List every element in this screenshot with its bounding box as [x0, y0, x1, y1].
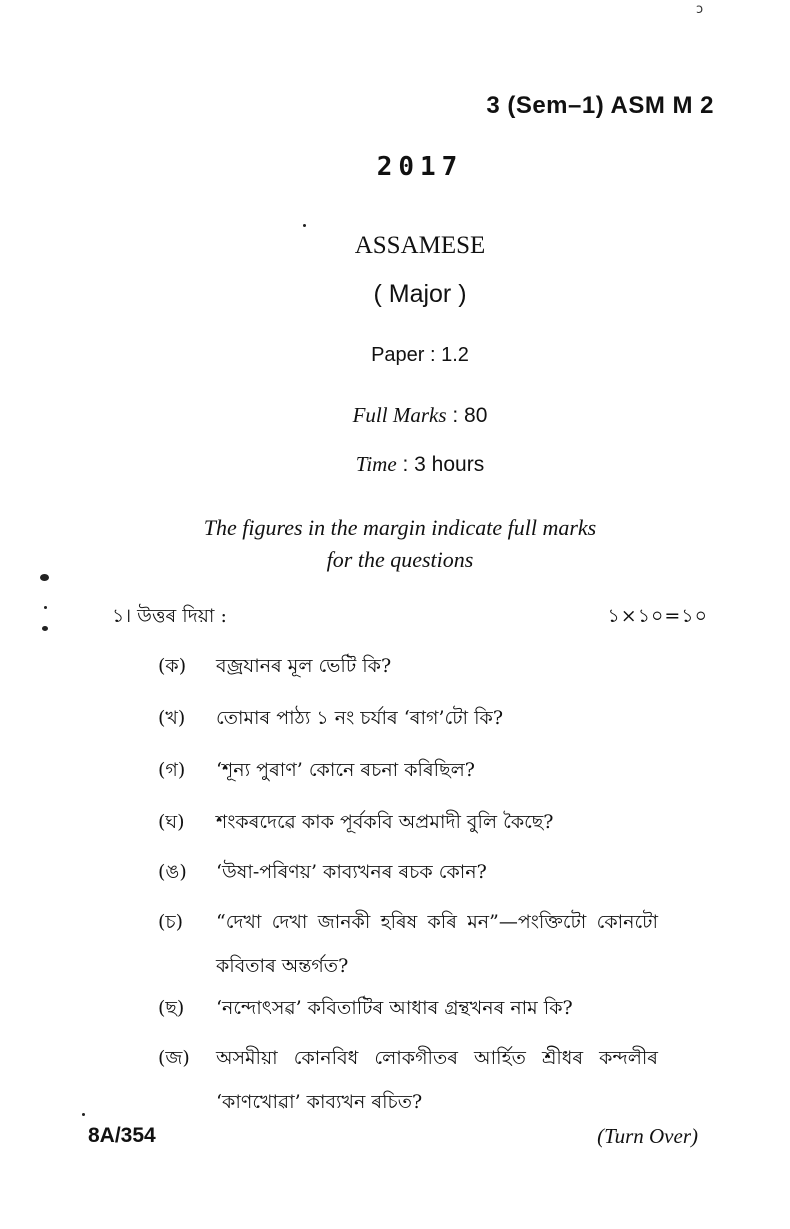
turn-over-note: (Turn Over): [597, 1124, 698, 1148]
item-label: (চ): [158, 911, 184, 933]
scan-speck: [82, 1113, 85, 1116]
item-text: অসমীয়া কোনবিধ লোকগীতৰ আৰ্হিত শ্ৰীধৰ কন্দলীৰ ‘কাণখোৱা’ কাব্যখন ৰচিত?: [216, 1047, 658, 1113]
item-label: (ঙ): [158, 861, 187, 883]
marks-note-line1: The figures in the margin indicate full marks: [203, 515, 597, 540]
time-allowed: [0, 452, 790, 477]
full-marks-value: : 80: [452, 404, 488, 427]
full-marks-label: Full Marks: [352, 403, 447, 427]
course-type: ( Major ): [373, 280, 467, 308]
item-label: (খ): [158, 707, 186, 729]
item-text: ‘শূন্য পুৰাণ’ কোনে ৰচনা কৰিছিল?: [216, 759, 475, 781]
paper-number: Paper : 1.2: [371, 344, 469, 366]
item-label: (ঘ): [158, 811, 185, 833]
exam-year: 2017: [376, 152, 464, 182]
item-label: (ছ): [158, 997, 185, 1019]
question-item: [158, 800, 668, 844]
item-text: ‘উষা-পৰিণয়’ কাব্যখনৰ ৰচক কোন?: [216, 861, 487, 883]
question-item: [158, 850, 668, 894]
item-text: শংকৰদেৱে কাক পূৰ্বকবি অপ্ৰমাদী বুলি কৈছে?: [216, 811, 554, 833]
item-text: ‘নন্দোৎসৱ’ কবিতাটিৰ আধাৰ গ্ৰন্থখনৰ নাম কি?: [216, 997, 573, 1019]
question-item: [158, 696, 668, 740]
marks-note: [0, 512, 790, 576]
time-value: : 3 hours: [402, 453, 485, 476]
question-item: [158, 900, 668, 988]
question-1-marks: ১×১০=১০: [607, 605, 708, 627]
question-item: [158, 644, 668, 688]
scan-speck: [44, 606, 47, 609]
question-item: [158, 748, 668, 792]
scan-speck: [40, 574, 49, 581]
item-text: তোমাৰ পাঠ্য ১ নং চৰ্যাৰ ‘ৰাগ’টো কি?: [216, 707, 504, 729]
time-label: Time: [355, 452, 397, 476]
scan-speck: [42, 626, 48, 631]
question-1-heading: ১। উত্তৰ দিয়া :: [112, 605, 227, 627]
item-text: বজ্ৰযানৰ মূল ভেটি কি?: [216, 655, 392, 677]
item-label: (জ): [158, 1047, 190, 1069]
question-item: [158, 1036, 668, 1124]
item-label: (ক): [158, 655, 187, 677]
question-item: [158, 986, 668, 1030]
marks-note-line2: for the questions: [326, 547, 474, 572]
full-marks: [0, 403, 790, 428]
item-label: (গ): [158, 759, 186, 781]
corner-mark: ɔ: [696, 2, 704, 17]
booklet-code: 8A/354: [88, 1124, 156, 1147]
subject-title: ASSAMESE: [354, 232, 486, 259]
item-text: “দেখা দেখা জানকী হৰিষ কৰি মন”—পংক্তিটো কোনটো কবিতাৰ অন্তৰ্গত?: [216, 911, 658, 977]
paper-code: 3 (Sem–1) ASM M 2: [486, 92, 714, 119]
scan-speck: [303, 224, 306, 227]
